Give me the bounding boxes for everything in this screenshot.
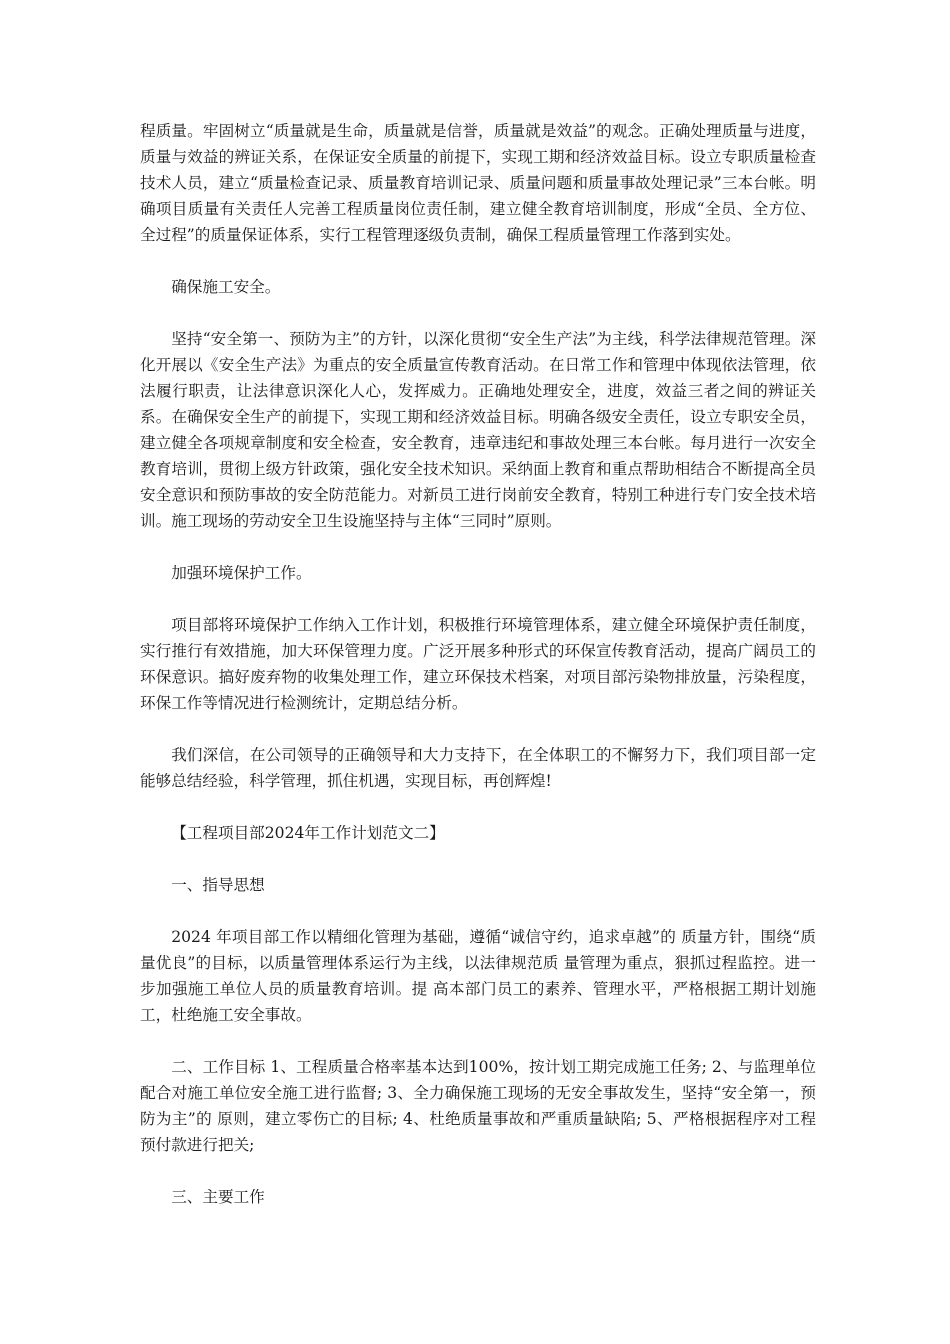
heading-environmental-protection: 加强环境保护工作。 [171, 564, 312, 582]
paragraph-quality-management: 程质量。牢固树立“质量就是生命，质量就是信誉，质量就是效益”的观念。正确处理质量与进度，质量与效益的辨证关系，在保证安全质量的前提下，实现工期和经济效益目标。设立专职质量检查技术人员，建立“质量检查记录、质量教育培训记录、质量问题和质量事故处理记录”三本台帐。明确项目质量有关责任人完善工程质量岗位责任制，建立健全教育培训制度，形成“全员、全方位、全过程”的质量保证体系，实行工程管理逐级负责制，确保工程质量管理工作落到实处。 [140, 122, 816, 244]
heading-main-work: 三、主要工作 [171, 1188, 265, 1206]
paragraph-guiding-ideology: 2024 年项目部工作以精细化管理为基础，遵循“诚信守约，追求卓越”的 质量方针，围绕“质量优良”的目标，以质量管理体系运行为主线，以法律规范质 量管理为重点，狠抓过程监控。进一步加强施工单位人员的质量教育培训。提 高本部门员工的素养、管理水平，严格根据工期计划施工，杜绝施工安全事故。 [140, 928, 816, 1024]
paragraph-environmental-work: 项目部将环境保护工作纳入工作计划，积极推行环境管理体系，建立健全环境保护责任制度，实行推行有效措施，加大环保管理力度。广泛开展多种形式的环保宣传教育活动，提高广阔员工的环保意识。搞好废弃物的收集处理工作，建立环保技术档案，对项目部污染物排放量，污染程度，环保工作等情况进行检测统计，定期总结分析。 [140, 616, 816, 712]
paragraph-safety-policy: 坚持“安全第一、预防为主”的方针，以深化贯彻“安全生产法”为主线，科学法律规范管理。深化开展以《安全生产法》为重点的安全质量宣传教育活动。在日常工作和管理中体现依法管理，依法履行职责，让法律意识深化人心，发挥威力。正确地处理安全，进度，效益三者之间的辨证关系。在确保安全生产的前提下，实现工期和经济效益目标。明确各级安全责任，设立专职安全员，建立健全各项规章制度和安全检查，安全教育，违章违纪和事故处理三本台帐。每月进行一次安全教育培训，贯彻上级方针政策，强化安全技术知识。采纳面上教育和重点帮助相结合不断提高全员安全意识和预防事故的安全防范能力。对新员工进行岗前安全教育，特别工种进行专门安全技术培训。施工现场的劳动安全卫生设施坚持与主体“三同时”原则。 [140, 330, 816, 530]
document-page [140, 118, 816, 1236]
heading-sample-two-title: 【工程项目部2024年工作计划范文二】 [171, 824, 445, 842]
paragraph-conclusion: 我们深信，在公司领导的正确领导和大力支持下，在全体职工的不懈努力下，我们项目部一定能够总结经验，科学管理，抓住机遇，实现目标，再创辉煌! [140, 746, 816, 790]
heading-guiding-ideology: 一、指导思想 [171, 876, 265, 894]
paragraph-work-goals: 二、工作目标 1、工程质量合格率基本达到100%，按计划工期完成施工任务; 2、与监理单位配合对施工单位安全施工进行监督; 3、全力确保施工现场的无安全事故发生，坚持“安全第一，预防为主”的 原则，建立零伤亡的目标; 4、杜绝质量事故和严重质量缺陷; 5、严格根据程序对工程预付款进行把关; [140, 1058, 816, 1154]
heading-construction-safety: 确保施工安全。 [171, 278, 281, 296]
